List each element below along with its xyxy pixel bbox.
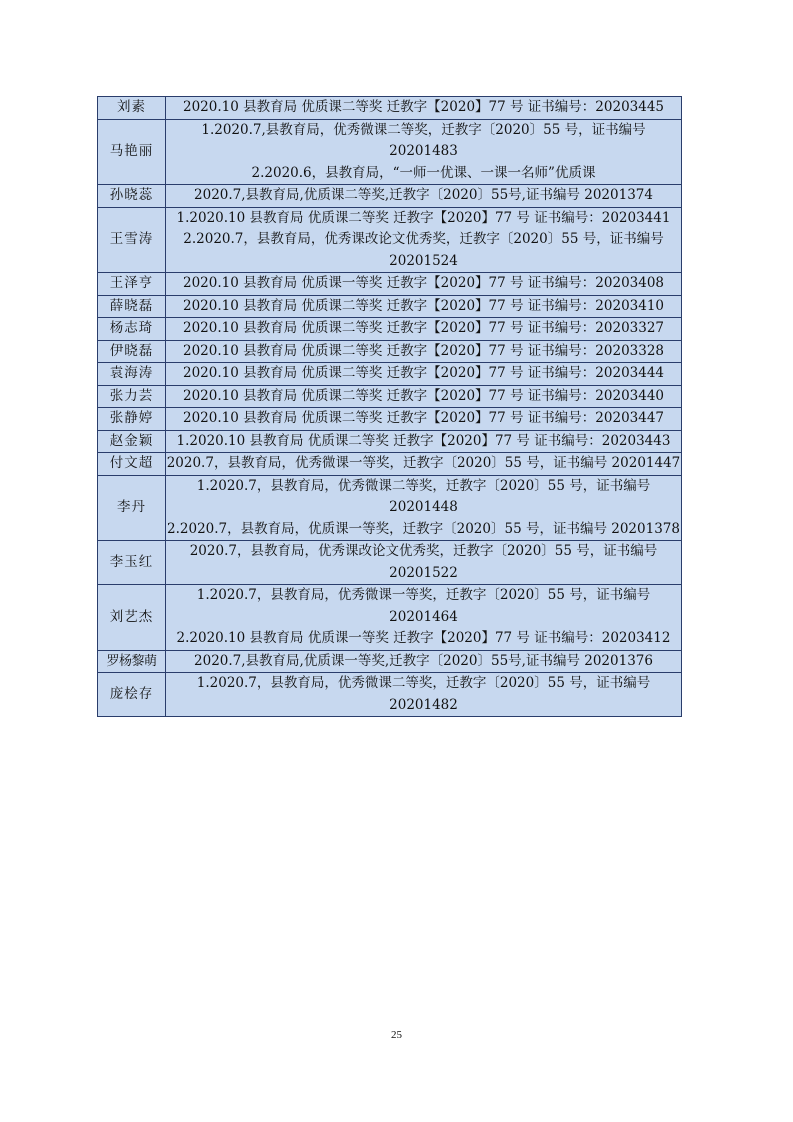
table-row xyxy=(98,185,682,208)
table-row xyxy=(98,340,682,363)
teacher-name-cell: 刘素 xyxy=(98,97,166,120)
award-description-cell xyxy=(166,207,682,273)
table-row xyxy=(98,475,682,541)
teacher-name-cell: 赵金颖 xyxy=(98,430,166,453)
teacher-name-cell: 马艳丽 xyxy=(98,119,166,185)
award-description-cell xyxy=(166,385,682,408)
award-description-cell xyxy=(166,295,682,318)
award-description-cell xyxy=(166,340,682,363)
award-entry: 2020.10 县教育局 优质课二等奖 迁教字【2020】77 号 证书编号：20203445 xyxy=(182,99,665,115)
award-description-cell xyxy=(166,318,682,341)
table-row xyxy=(98,119,682,185)
page-number: 25 xyxy=(391,1029,402,1041)
award-description-cell xyxy=(166,363,682,386)
teacher-name-cell: 刘艺杰 xyxy=(98,585,166,651)
award-description-cell xyxy=(166,185,682,208)
table-row xyxy=(98,273,682,296)
award-entry: 1.2020.7,县教育局，优秀微课二等奖，迁教字〔2020〕55 号，证书编号 20201483 xyxy=(201,121,646,159)
award-description-cell xyxy=(166,475,682,541)
award-entry: 2.2020.7，县教育局，优质课一等奖，迁教字〔2020〕55 号，证书编号 20201378 xyxy=(167,520,680,537)
teacher-name-cell: 袁海涛 xyxy=(98,363,166,386)
teacher-name-cell: 孙晓蕊 xyxy=(98,185,166,208)
award-entry: 2020.7,县教育局,优质课二等奖,迁教字〔2020〕55号,证书编号 20201374 xyxy=(194,187,653,203)
table-row xyxy=(98,430,682,453)
award-entry: 2020.10 县教育局 优质课二等奖 迁教字【2020】77 号 证书编号：20203444 xyxy=(182,365,665,381)
table-row xyxy=(98,453,682,476)
award-description-cell xyxy=(166,273,682,296)
award-description-cell xyxy=(166,408,682,431)
teacher-name-cell: 张静婷 xyxy=(98,408,166,431)
awards-table-body xyxy=(98,97,682,717)
teacher-name-cell: 杨志琦 xyxy=(98,318,166,341)
table-row xyxy=(98,541,682,585)
teacher-name-cell: 伊晓磊 xyxy=(98,340,166,363)
teacher-name-cell: 付文超 xyxy=(98,453,166,476)
table-row xyxy=(98,408,682,431)
award-description-cell xyxy=(166,453,682,476)
table-row xyxy=(98,385,682,408)
award-description-cell xyxy=(166,430,682,453)
award-entry: 2020.10 县教育局 优质课二等奖 迁教字【2020】77 号 证书编号：20203327 xyxy=(182,320,665,336)
awards-table xyxy=(97,96,682,717)
award-description-cell xyxy=(166,673,682,717)
award-entry: 1.2020.10 县教育局 优质课二等奖 迁教字【2020】77 号 证书编号：20203443 xyxy=(176,432,671,449)
award-description-cell xyxy=(166,650,682,673)
table-row xyxy=(98,207,682,273)
award-entry: 2020.10 县教育局 优质课二等奖 迁教字【2020】77 号 证书编号：20203447 xyxy=(182,410,665,426)
award-entry: 2.2020.7，县教育局，优秀课改论文优秀奖，迁教字〔2020〕55 号，证书编号 20201524 xyxy=(183,231,664,269)
award-description-cell xyxy=(166,97,682,120)
award-entry: 2020.10 县教育局 优质课一等奖 迁教字【2020】77 号 证书编号：20203408 xyxy=(182,275,665,291)
award-entry: 2020.10 县教育局 优质课二等奖 迁教字【2020】77 号 证书编号：20203410 xyxy=(182,297,665,314)
award-description-cell xyxy=(166,541,682,585)
table-row xyxy=(98,650,682,673)
table-row xyxy=(98,318,682,341)
award-entry: 1.2020.7，县教育局，优秀微课一等奖，迁教字〔2020〕55 号，证书编号 20201464 xyxy=(196,587,651,625)
award-entry: 2020.10 县教育局 优质课二等奖 迁教字【2020】77 号 证书编号：20203328 xyxy=(182,342,665,359)
teacher-name-cell: 李玉红 xyxy=(98,541,166,585)
table-row xyxy=(98,97,682,120)
award-entry: 2020.7，县教育局，优秀微课一等奖，迁教字〔2020〕55 号，证书编号 20201447 xyxy=(166,455,681,471)
award-description-cell xyxy=(166,119,682,185)
award-entry: 1.2020.10 县教育局 优质课二等奖 迁教字【2020】77 号 证书编号：20203441 xyxy=(176,209,671,226)
award-entry: 2.2020.10 县教育局 优质课一等奖 迁教字【2020】77 号 证书编号：20203412 xyxy=(176,630,671,646)
table-row xyxy=(98,673,682,717)
award-entry: 1.2020.7，县教育局，优秀微课二等奖，迁教字〔2020〕55 号，证书编号 20201448 xyxy=(196,477,651,515)
award-entry: 2.2020.6，县教育局，“一师一优课、一课一名师”优质课 xyxy=(251,164,596,181)
table-row xyxy=(98,363,682,386)
award-entry: 2020.10 县教育局 优质课二等奖 迁教字【2020】77 号 证书编号：20203440 xyxy=(182,387,665,404)
teacher-name-cell: 薛晓磊 xyxy=(98,295,166,318)
teacher-name-cell: 王泽亨 xyxy=(98,273,166,296)
award-entry: 1.2020.7，县教育局，优秀微课二等奖，迁教字〔2020〕55 号，证书编号 20201482 xyxy=(196,675,651,713)
teacher-name-cell: 张力芸 xyxy=(98,385,166,408)
award-entry: 2020.7,县教育局,优质课一等奖,迁教字〔2020〕55号,证书编号 20201376 xyxy=(194,652,653,669)
table-row xyxy=(98,295,682,318)
teacher-name-cell: 王雪涛 xyxy=(98,207,166,273)
table-row xyxy=(98,585,682,651)
teacher-name-cell: 庞桧存 xyxy=(98,673,166,717)
teacher-name-cell: 罗杨黎萌 xyxy=(98,650,166,673)
award-description-cell xyxy=(166,585,682,651)
teacher-name-cell: 李丹 xyxy=(98,475,166,541)
award-entry: 2020.7，县教育局，优秀课改论文优秀奖，迁教字〔2020〕55 号，证书编号 20201522 xyxy=(189,543,658,581)
